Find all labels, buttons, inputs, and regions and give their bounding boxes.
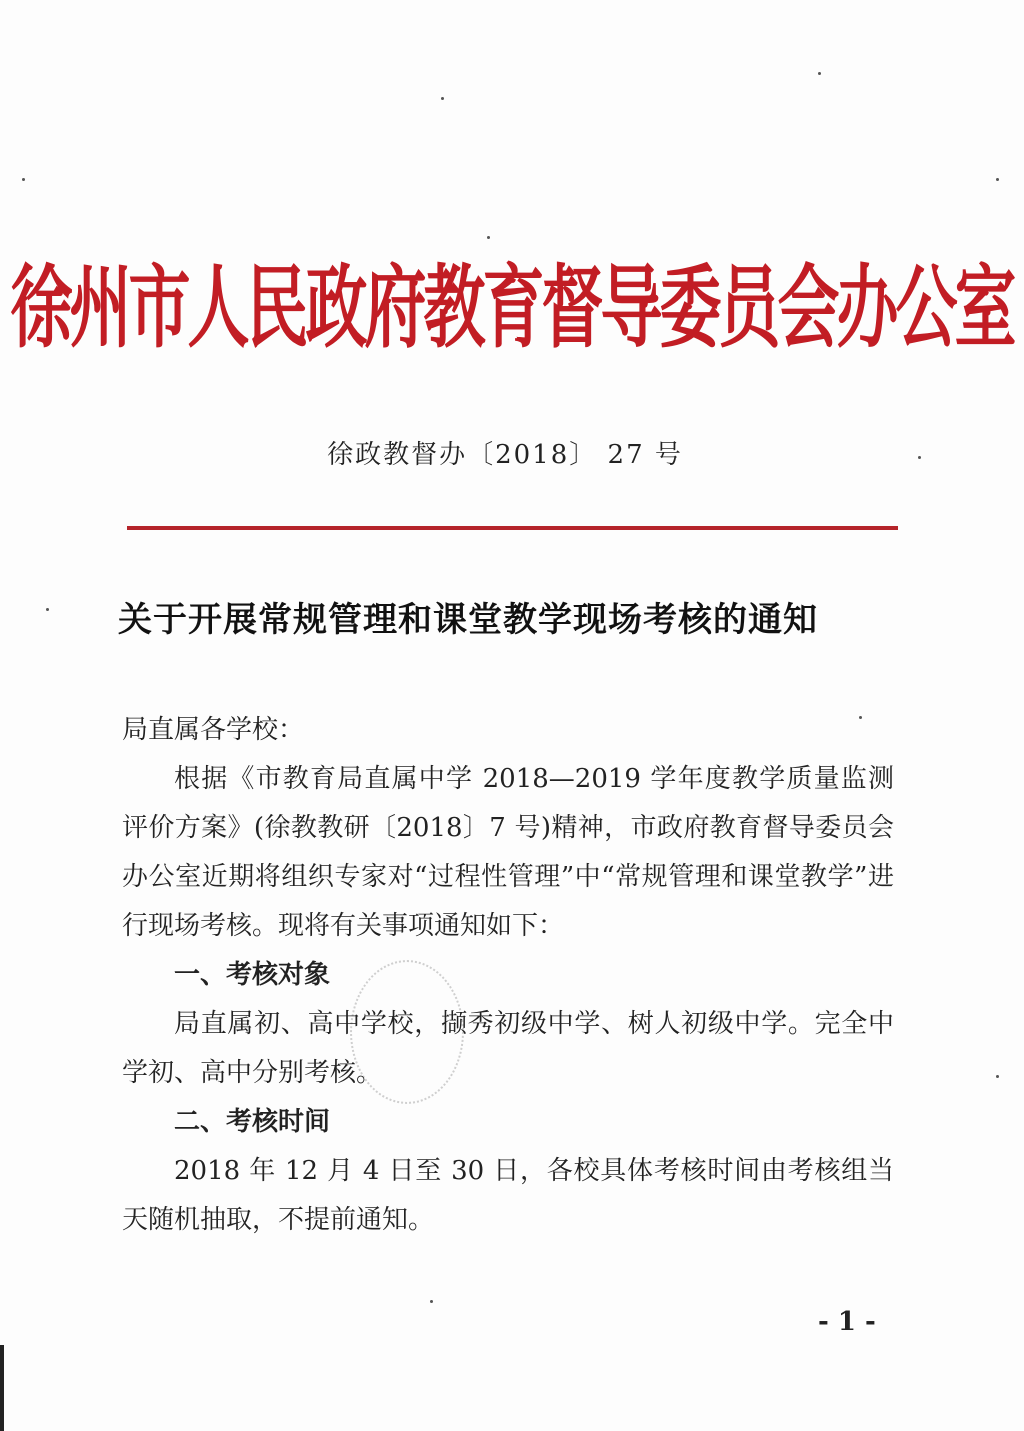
scan-speck: [46, 608, 49, 611]
section-text-time: 2018 年 12 月 4 日至 30 日，各校具体考核时间由考核组当天随机抽取，不提前通知。: [122, 1156, 894, 1235]
scan-speck: [22, 178, 25, 181]
salutation: 局直属各学校：: [122, 715, 305, 745]
section-heading-time: 二、考核时间: [174, 1107, 331, 1137]
notice-title: 关于开展常规管理和课堂教学现场考核的通知: [118, 600, 818, 640]
page-number: - 1 -: [818, 1307, 876, 1337]
scan-speck: [818, 72, 821, 75]
document-number: 徐政教督办〔2018〕 27 号: [327, 440, 683, 470]
scan-speck: [996, 1075, 999, 1078]
notice-body: [122, 706, 894, 1245]
section-text-targets: 局直属初、高中学校，撷秀初级中学、树人初级中学。完全中学初、高中分别考核。: [122, 1009, 894, 1088]
scan-speck: [441, 97, 444, 100]
scan-speck: [996, 178, 999, 181]
agency-masthead: 徐州市人民政府教育督导委员会办公室: [10, 254, 1014, 361]
section-heading-targets: 一、考核对象: [174, 960, 331, 990]
scan-speck: [430, 1300, 433, 1303]
red-divider-line: [127, 526, 898, 530]
intro-paragraph: 根据《市教育局直属中学 2018—2019 学年度教学质量监测评价方案》(徐教教研〔2018〕7 号)精神，市政府教育督导委员会办公室近期将组织专家对“过程性管理”中“常规管理和课堂教学”进行现场考核。现将有关事项通知如下：: [122, 764, 894, 941]
scan-edge-mark: [0, 1345, 4, 1431]
